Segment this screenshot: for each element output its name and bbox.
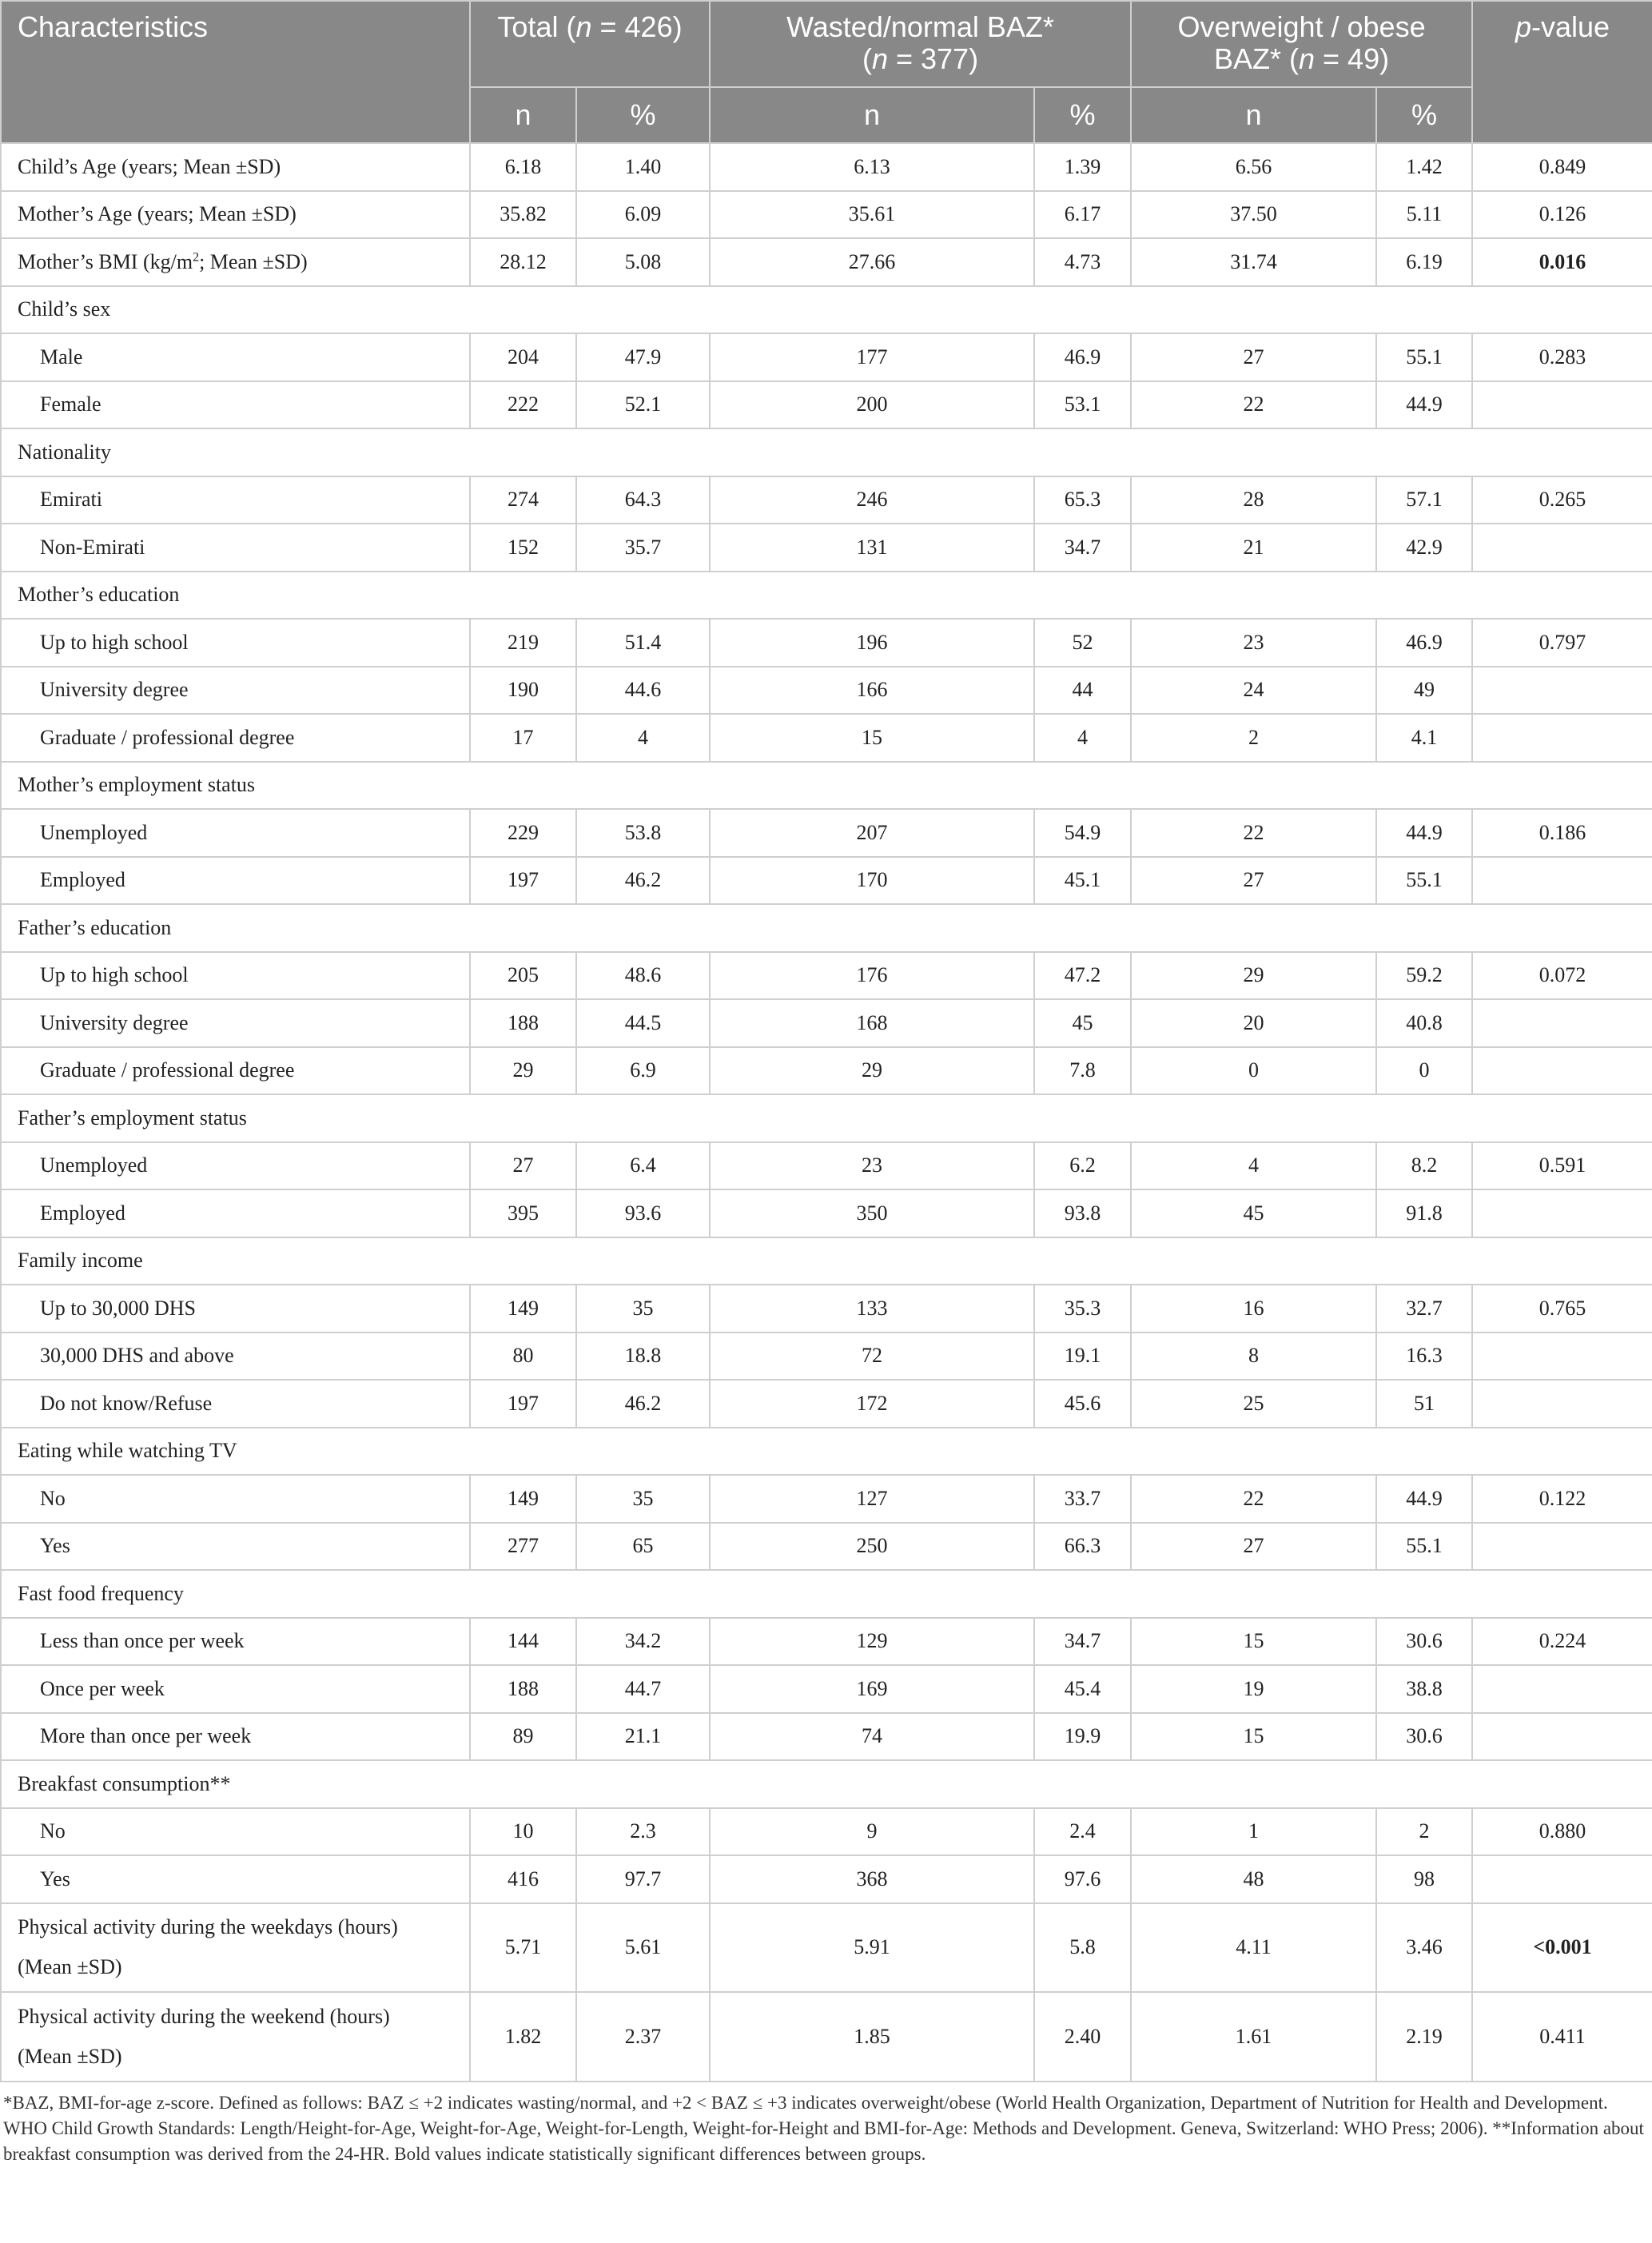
cell-wasted-n: 35.61 <box>710 191 1034 239</box>
row-label: Mother’s BMI ($kg/m^2$; Mean ±SD) <box>1 238 470 286</box>
cell-wasted-pct: 4.73 <box>1034 238 1131 286</box>
cell-total-pct: 6.9 <box>576 1047 710 1095</box>
row-label: Once per week <box>1 1665 470 1713</box>
row-label: Male <box>1 333 470 381</box>
cell-wasted-n: 172 <box>710 1380 1034 1428</box>
row-label: Do not know/Refuse <box>1 1380 470 1428</box>
cell-total-pct: 21.1 <box>576 1713 710 1761</box>
cell-over-n: 2 <box>1131 714 1376 762</box>
cell-wasted-n: 5.91 <box>710 1903 1034 1993</box>
section-title: Father’s employment status <box>1 1094 1652 1142</box>
cell-p-value: 0.126 <box>1472 191 1652 239</box>
row-mother-bmi <box>1 238 1652 286</box>
cell-over-n: 19 <box>1131 1665 1376 1713</box>
row-mother-edu-high-school <box>1 619 1652 667</box>
cell-total-pct: 35 <box>576 1285 710 1333</box>
cell-total-pct: 44.6 <box>576 667 710 715</box>
cell-over-pct: 5.11 <box>1376 191 1472 239</box>
cell-over-n: 27 <box>1131 333 1376 381</box>
row-income-unknown <box>1 1380 1652 1428</box>
section-nationality <box>1 428 1652 476</box>
cell-total-pct: 6.09 <box>576 191 710 239</box>
cell-over-pct: 42.9 <box>1376 524 1472 572</box>
row-tv-yes <box>1 1523 1652 1571</box>
cell-over-pct: 3.46 <box>1376 1903 1472 1993</box>
cell-total-pct: 5.08 <box>576 238 710 286</box>
cell-p-value: 0.880 <box>1472 1808 1652 1856</box>
section-title: Breakfast consumption** <box>1 1760 1652 1808</box>
cell-over-n: 0 <box>1131 1047 1376 1095</box>
subheader-over-n: n <box>1131 87 1376 143</box>
row-father-employed <box>1 1189 1652 1237</box>
cell-total-n: 144 <box>470 1618 576 1666</box>
cell-wasted-n: 200 <box>710 381 1034 429</box>
row-female <box>1 381 1652 429</box>
row-label: Yes <box>1 1523 470 1571</box>
cell-wasted-pct: 4 <box>1034 714 1131 762</box>
cell-p-value <box>1472 1523 1652 1571</box>
row-label: University degree <box>1 667 470 715</box>
cell-total-n: 10 <box>470 1808 576 1856</box>
cell-total-pct: 6.4 <box>576 1142 710 1190</box>
header-total: Total (n = 426) <box>470 1 710 87</box>
cell-wasted-n: 177 <box>710 333 1034 381</box>
cell-over-pct: 59.2 <box>1376 952 1472 1000</box>
cell-over-n: 16 <box>1131 1285 1376 1333</box>
cell-p-value: 0.072 <box>1472 952 1652 1000</box>
cell-total-pct: 97.7 <box>576 1855 710 1903</box>
cell-p-value <box>1472 714 1652 762</box>
row-income-low <box>1 1285 1652 1333</box>
row-label: No <box>1 1475 470 1523</box>
row-fast-food-less <box>1 1618 1652 1666</box>
cell-over-pct: 55.1 <box>1376 1523 1472 1571</box>
cell-wasted-pct: 33.7 <box>1034 1475 1131 1523</box>
header-wasted-normal: Wasted/normal BAZ* (n = 377) <box>710 1 1131 87</box>
cell-over-pct: 1.42 <box>1376 143 1472 191</box>
cell-p-value: 0.265 <box>1472 476 1652 524</box>
cell-total-n: 274 <box>470 476 576 524</box>
row-label: Employed <box>1 857 470 905</box>
cell-p-value <box>1472 1189 1652 1237</box>
cell-over-pct: 44.9 <box>1376 381 1472 429</box>
cell-p-value: 0.122 <box>1472 1475 1652 1523</box>
cell-total-n: 190 <box>470 667 576 715</box>
cell-wasted-pct: 52 <box>1034 619 1131 667</box>
cell-total-n: 1.82 <box>470 1992 576 2082</box>
cell-p-value <box>1472 1855 1652 1903</box>
cell-wasted-pct: 6.2 <box>1034 1142 1131 1190</box>
cell-total-pct: 35.7 <box>576 524 710 572</box>
cell-wasted-n: 250 <box>710 1523 1034 1571</box>
row-label: Employed <box>1 1189 470 1237</box>
cell-wasted-n: 29 <box>710 1047 1034 1095</box>
cell-over-pct: 4.1 <box>1376 714 1472 762</box>
cell-over-pct: 40.8 <box>1376 999 1472 1047</box>
row-label: No <box>1 1808 470 1856</box>
row-father-unemployed <box>1 1142 1652 1190</box>
row-label: Graduate / professional degree <box>1 1047 470 1095</box>
cell-over-n: 27 <box>1131 1523 1376 1571</box>
cell-wasted-n: 207 <box>710 809 1034 857</box>
cell-wasted-n: 133 <box>710 1285 1034 1333</box>
cell-wasted-n: 72 <box>710 1333 1034 1380</box>
cell-total-pct: 52.1 <box>576 381 710 429</box>
subheader-over-pct: % <box>1376 87 1472 143</box>
row-label: Up to 30,000 DHS <box>1 1285 470 1333</box>
cell-total-pct: 34.2 <box>576 1618 710 1666</box>
row-breakfast-no <box>1 1808 1652 1856</box>
cell-wasted-pct: 45.4 <box>1034 1665 1131 1713</box>
cell-wasted-pct: 54.9 <box>1034 809 1131 857</box>
cell-p-value <box>1472 999 1652 1047</box>
row-emirati <box>1 476 1652 524</box>
cell-p-value: 0.186 <box>1472 809 1652 857</box>
row-fast-food-once <box>1 1665 1652 1713</box>
cell-p-value: 0.849 <box>1472 143 1652 191</box>
row-mother-edu-graduate <box>1 714 1652 762</box>
table-footnote: *BAZ, BMI-for-age z-score. Defined as follows: BAZ ≤ +2 indicates wasting/normal, and +2 < BAZ ≤ +3 indicates overweight/obese (World Health Organization, Department of Nutrition for Health and Development. WHO Child Growth Standards: Length/Height-for-Age, Weight-for-Age, Weight-for-Length, Weight-for-Height and BMI-for-Age: Methods and Development. Geneva, Switzerland: WHO Press; 2006). **Information about breakfast consumption was derived from the 24-HR. Bold values indicate statistically significant differences between groups. <box>3 2092 1644 2164</box>
cell-over-pct: 30.6 <box>1376 1713 1472 1761</box>
row-label: Yes <box>1 1855 470 1903</box>
row-label: Physical activity during the weekdays (hours) (Mean ±SD) <box>1 1903 470 1993</box>
cell-total-pct: 44.5 <box>576 999 710 1047</box>
row-label: 30,000 DHS and above <box>1 1333 470 1380</box>
row-father-edu-high-school <box>1 952 1652 1000</box>
cell-total-n: 205 <box>470 952 576 1000</box>
row-label: Emirati <box>1 476 470 524</box>
subheader-wasted-n: n <box>710 87 1034 143</box>
cell-over-pct: 44.9 <box>1376 809 1472 857</box>
cell-p-value-significant: <0.001 <box>1472 1903 1652 1993</box>
section-child-sex <box>1 286 1652 334</box>
cell-wasted-n: 15 <box>710 714 1034 762</box>
cell-total-n: 80 <box>470 1333 576 1380</box>
section-father-employment <box>1 1094 1652 1142</box>
cell-total-pct: 51.4 <box>576 619 710 667</box>
row-label: Up to high school <box>1 619 470 667</box>
cell-total-n: 149 <box>470 1285 576 1333</box>
cell-over-n: 22 <box>1131 381 1376 429</box>
row-label: Less than once per week <box>1 1618 470 1666</box>
cell-p-value: 0.797 <box>1472 619 1652 667</box>
cell-total-n: 188 <box>470 1665 576 1713</box>
cell-wasted-n: 1.85 <box>710 1992 1034 2082</box>
cell-over-pct: 2.19 <box>1376 1992 1472 2082</box>
cell-over-pct: 0 <box>1376 1047 1472 1095</box>
cell-p-value: 0.224 <box>1472 1618 1652 1666</box>
section-mother-employment <box>1 762 1652 810</box>
cell-total-pct: 5.61 <box>576 1903 710 1993</box>
cell-wasted-n: 27.66 <box>710 238 1034 286</box>
cell-wasted-n: 6.13 <box>710 143 1034 191</box>
row-mother-unemployed <box>1 809 1652 857</box>
cell-total-n: 229 <box>470 809 576 857</box>
cell-total-pct: 46.2 <box>576 1380 710 1428</box>
cell-total-n: 416 <box>470 1855 576 1903</box>
cell-total-pct: 65 <box>576 1523 710 1571</box>
cell-wasted-n: 169 <box>710 1665 1034 1713</box>
cell-over-n: 29 <box>1131 952 1376 1000</box>
cell-wasted-pct: 19.1 <box>1034 1333 1131 1380</box>
section-family-income <box>1 1237 1652 1285</box>
section-title: Mother’s employment status <box>1 762 1652 810</box>
row-breakfast-yes <box>1 1855 1652 1903</box>
row-father-edu-university <box>1 999 1652 1047</box>
subheader-wasted-pct: % <box>1034 87 1131 143</box>
cell-total-n: 197 <box>470 1380 576 1428</box>
row-label: Unemployed <box>1 1142 470 1190</box>
cell-total-n: 149 <box>470 1475 576 1523</box>
cell-over-n: 22 <box>1131 1475 1376 1523</box>
row-child-age <box>1 143 1652 191</box>
cell-wasted-pct: 34.7 <box>1034 524 1131 572</box>
cell-over-pct: 55.1 <box>1376 333 1472 381</box>
header-overweight-obese: Overweight / obese BAZ* (n = 49) <box>1131 1 1472 87</box>
cell-over-n: 4 <box>1131 1142 1376 1190</box>
cell-total-n: 277 <box>470 1523 576 1571</box>
cell-total-pct: 48.6 <box>576 952 710 1000</box>
cell-wasted-n: 9 <box>710 1808 1034 1856</box>
cell-over-pct: 8.2 <box>1376 1142 1472 1190</box>
cell-wasted-pct: 34.7 <box>1034 1618 1131 1666</box>
cell-over-n: 8 <box>1131 1333 1376 1380</box>
cell-over-n: 15 <box>1131 1713 1376 1761</box>
cell-over-n: 28 <box>1131 476 1376 524</box>
row-label: Physical activity during the weekend (hours) (Mean ±SD) <box>1 1992 470 2082</box>
cell-wasted-pct: 5.8 <box>1034 1903 1131 1993</box>
row-fast-food-more <box>1 1713 1652 1761</box>
row-mother-employed <box>1 857 1652 905</box>
cell-over-pct: 49 <box>1376 667 1472 715</box>
cell-over-n: 45 <box>1131 1189 1376 1237</box>
cell-over-pct: 91.8 <box>1376 1189 1472 1237</box>
cell-over-pct: 55.1 <box>1376 857 1472 905</box>
row-physical-activity-weekdays <box>1 1903 1652 1993</box>
cell-total-pct: 1.40 <box>576 143 710 191</box>
cell-total-pct: 46.2 <box>576 857 710 905</box>
cell-over-n: 37.50 <box>1131 191 1376 239</box>
cell-over-pct: 30.6 <box>1376 1618 1472 1666</box>
cell-wasted-n: 168 <box>710 999 1034 1047</box>
cell-over-n: 21 <box>1131 524 1376 572</box>
section-title: Eating while watching TV <box>1 1428 1652 1476</box>
cell-p-value: 0.283 <box>1472 333 1652 381</box>
cell-over-n: 48 <box>1131 1855 1376 1903</box>
cell-over-n: 23 <box>1131 619 1376 667</box>
cell-total-pct: 18.8 <box>576 1333 710 1380</box>
cell-p-value <box>1472 857 1652 905</box>
row-father-edu-graduate <box>1 1047 1652 1095</box>
cell-total-pct: 47.9 <box>576 333 710 381</box>
row-label: Up to high school <box>1 952 470 1000</box>
cell-over-n: 4.11 <box>1131 1903 1376 1993</box>
cell-over-pct: 51 <box>1376 1380 1472 1428</box>
cell-over-n: 15 <box>1131 1618 1376 1666</box>
row-male <box>1 333 1652 381</box>
cell-over-n: 1 <box>1131 1808 1376 1856</box>
cell-p-value: 0.411 <box>1472 1992 1652 2082</box>
section-father-education <box>1 904 1652 952</box>
cell-wasted-pct: 65.3 <box>1034 476 1131 524</box>
cell-wasted-n: 246 <box>710 476 1034 524</box>
cell-over-n: 24 <box>1131 667 1376 715</box>
section-eating-tv <box>1 1428 1652 1476</box>
cell-total-n: 152 <box>470 524 576 572</box>
cell-wasted-pct: 2.4 <box>1034 1808 1131 1856</box>
cell-total-pct: 2.37 <box>576 1992 710 2082</box>
cell-wasted-pct: 2.40 <box>1034 1992 1131 2082</box>
section-title: Fast food frequency <box>1 1570 1652 1618</box>
cell-p-value <box>1472 1713 1652 1761</box>
cell-over-pct: 2 <box>1376 1808 1472 1856</box>
cell-wasted-pct: 7.8 <box>1034 1047 1131 1095</box>
section-mother-education <box>1 572 1652 620</box>
cell-wasted-pct: 47.2 <box>1034 952 1131 1000</box>
cell-p-value: 0.591 <box>1472 1142 1652 1190</box>
row-mother-age <box>1 191 1652 239</box>
row-non-emirati <box>1 524 1652 572</box>
cell-wasted-n: 131 <box>710 524 1034 572</box>
section-title: Family income <box>1 1237 1652 1285</box>
row-label: Female <box>1 381 470 429</box>
cell-total-n: 222 <box>470 381 576 429</box>
cell-over-n: 6.56 <box>1131 143 1376 191</box>
section-breakfast <box>1 1760 1652 1808</box>
cell-wasted-pct: 46.9 <box>1034 333 1131 381</box>
subheader-total-n: n <box>470 87 576 143</box>
cell-over-n: 20 <box>1131 999 1376 1047</box>
cell-over-pct: 44.9 <box>1376 1475 1472 1523</box>
section-title: Father’s education <box>1 904 1652 952</box>
cell-p-value <box>1472 1380 1652 1428</box>
cell-over-n: 27 <box>1131 857 1376 905</box>
cell-total-pct: 93.6 <box>576 1189 710 1237</box>
cell-wasted-n: 368 <box>710 1855 1034 1903</box>
cell-wasted-n: 23 <box>710 1142 1034 1190</box>
cell-total-pct: 44.7 <box>576 1665 710 1713</box>
cell-over-pct: 32.7 <box>1376 1285 1472 1333</box>
cell-wasted-n: 166 <box>710 667 1034 715</box>
cell-over-n: 31.74 <box>1131 238 1376 286</box>
row-label: Child’s Age (years; Mean ±SD) <box>1 143 470 191</box>
cell-total-n: 28.12 <box>470 238 576 286</box>
cell-total-n: 29 <box>470 1047 576 1095</box>
cell-total-n: 17 <box>470 714 576 762</box>
cell-total-n: 89 <box>470 1713 576 1761</box>
subheader-total-pct: % <box>576 87 710 143</box>
cell-total-pct: 53.8 <box>576 809 710 857</box>
cell-p-value <box>1472 1047 1652 1095</box>
cell-wasted-pct: 53.1 <box>1034 381 1131 429</box>
cell-p-value: 0.765 <box>1472 1285 1652 1333</box>
cell-total-pct: 2.3 <box>576 1808 710 1856</box>
cell-p-value <box>1472 1333 1652 1380</box>
cell-total-n: 27 <box>470 1142 576 1190</box>
cell-over-pct: 6.19 <box>1376 238 1472 286</box>
cell-total-n: 6.18 <box>470 143 576 191</box>
cell-total-n: 204 <box>470 333 576 381</box>
cell-over-n: 1.61 <box>1131 1992 1376 2082</box>
row-label: Unemployed <box>1 809 470 857</box>
section-title: Child’s sex <box>1 286 1652 334</box>
cell-over-pct: 38.8 <box>1376 1665 1472 1713</box>
cell-wasted-n: 350 <box>710 1189 1034 1237</box>
cell-wasted-pct: 93.8 <box>1034 1189 1131 1237</box>
cell-total-n: 197 <box>470 857 576 905</box>
row-mother-edu-university <box>1 667 1652 715</box>
cell-wasted-n: 170 <box>710 857 1034 905</box>
cell-wasted-pct: 97.6 <box>1034 1855 1131 1903</box>
cell-over-n: 22 <box>1131 809 1376 857</box>
cell-wasted-pct: 44 <box>1034 667 1131 715</box>
cell-p-value <box>1472 524 1652 572</box>
cell-wasted-pct: 66.3 <box>1034 1523 1131 1571</box>
cell-over-pct: 46.9 <box>1376 619 1472 667</box>
cell-total-n: 188 <box>470 999 576 1047</box>
cell-total-n: 35.82 <box>470 191 576 239</box>
cell-p-value-significant: 0.016 <box>1472 238 1652 286</box>
cell-wasted-pct: 45 <box>1034 999 1131 1047</box>
cell-wasted-pct: 6.17 <box>1034 191 1131 239</box>
cell-total-n: 395 <box>470 1189 576 1237</box>
cell-total-pct: 4 <box>576 714 710 762</box>
cell-over-n: 25 <box>1131 1380 1376 1428</box>
cell-wasted-pct: 45.6 <box>1034 1380 1131 1428</box>
row-label: University degree <box>1 999 470 1047</box>
cell-wasted-pct: 19.9 <box>1034 1713 1131 1761</box>
cell-over-pct: 98 <box>1376 1855 1472 1903</box>
header-characteristics: Characteristics <box>1 1 470 143</box>
row-label: Non-Emirati <box>1 524 470 572</box>
cell-wasted-pct: 45.1 <box>1034 857 1131 905</box>
cell-total-pct: 64.3 <box>576 476 710 524</box>
cell-p-value <box>1472 667 1652 715</box>
cell-wasted-n: 129 <box>710 1618 1034 1666</box>
row-income-high <box>1 1333 1652 1380</box>
section-fast-food <box>1 1570 1652 1618</box>
cell-p-value <box>1472 1665 1652 1713</box>
section-title: Nationality <box>1 428 1652 476</box>
row-physical-activity-weekend <box>1 1992 1652 2082</box>
cell-wasted-pct: 35.3 <box>1034 1285 1131 1333</box>
cell-total-n: 219 <box>470 619 576 667</box>
row-label: Graduate / professional degree <box>1 714 470 762</box>
cell-total-pct: 35 <box>576 1475 710 1523</box>
cell-p-value <box>1472 381 1652 429</box>
cell-wasted-n: 176 <box>710 952 1034 1000</box>
cell-wasted-pct: 1.39 <box>1034 143 1131 191</box>
cell-over-pct: 57.1 <box>1376 476 1472 524</box>
cell-total-n: 5.71 <box>470 1903 576 1993</box>
cell-wasted-n: 127 <box>710 1475 1034 1523</box>
section-title: Mother’s education <box>1 572 1652 620</box>
cell-wasted-n: 74 <box>710 1713 1034 1761</box>
cell-wasted-n: 196 <box>710 619 1034 667</box>
row-tv-no <box>1 1475 1652 1523</box>
row-label: Mother’s Age (years; Mean ±SD) <box>1 191 470 239</box>
cell-over-pct: 16.3 <box>1376 1333 1472 1380</box>
row-label: More than once per week <box>1 1713 470 1761</box>
header-p-value: p-value <box>1472 1 1652 143</box>
